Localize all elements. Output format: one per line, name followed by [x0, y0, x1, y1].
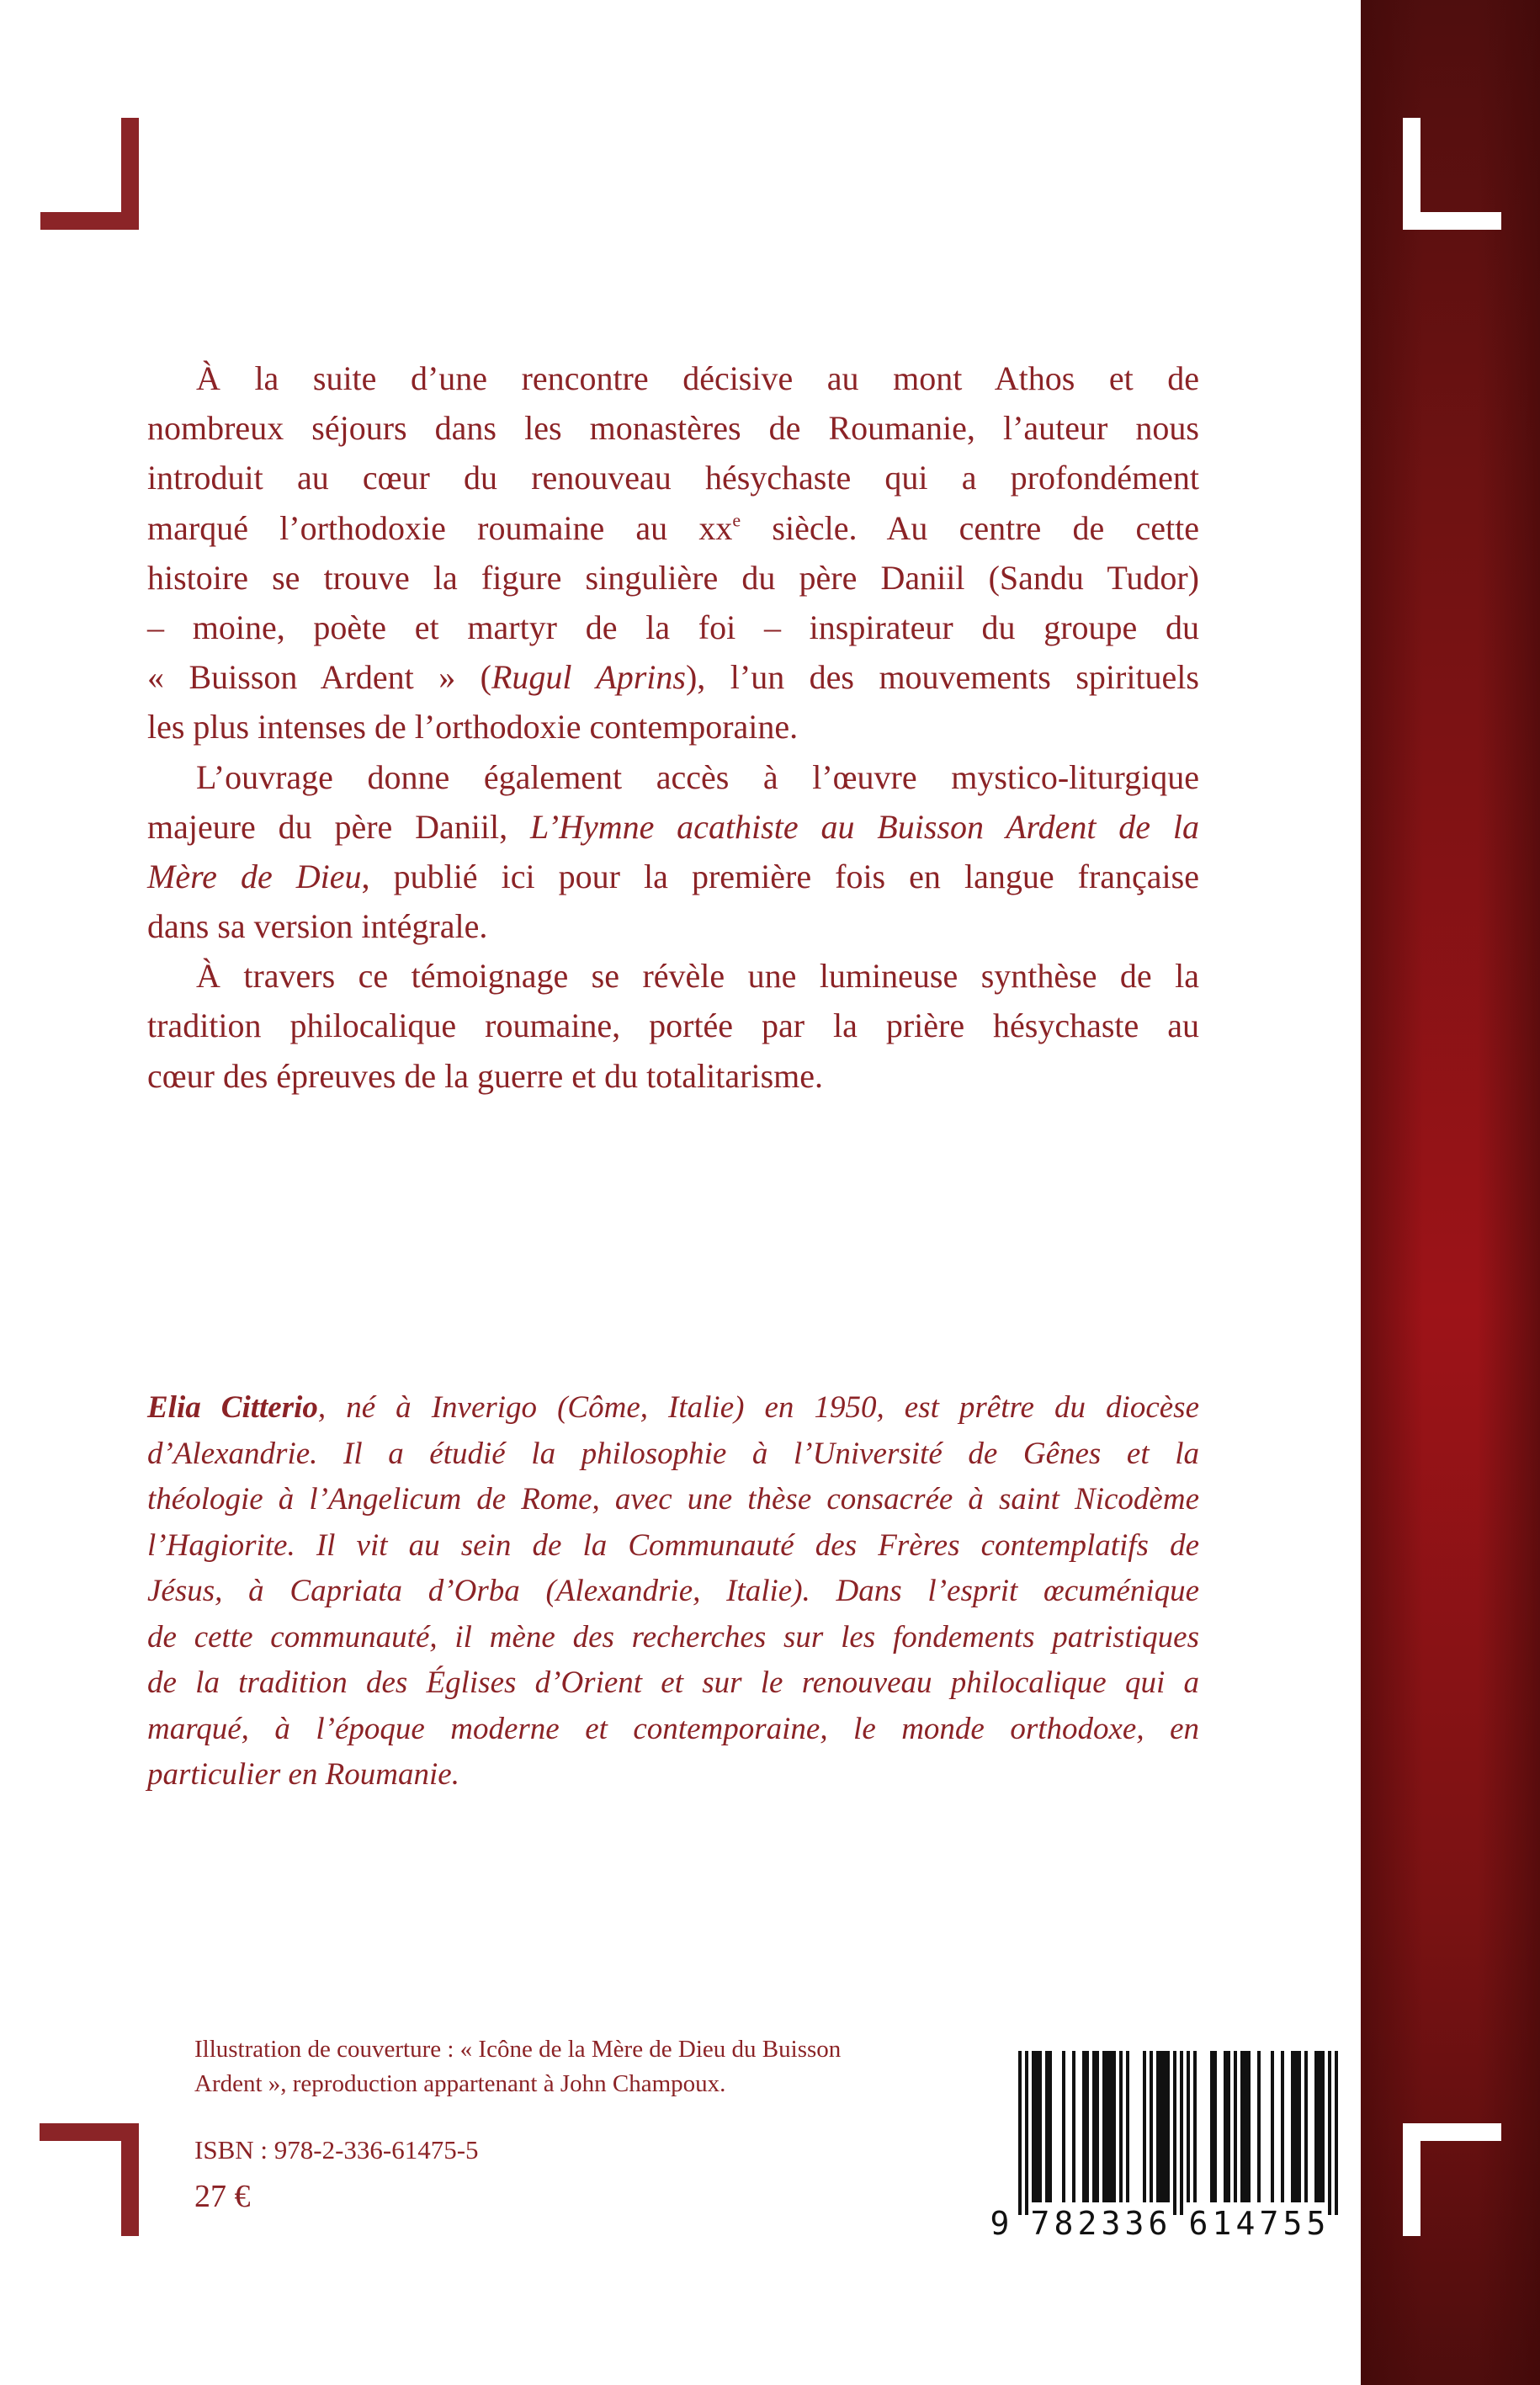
barcode-bar: [1210, 2051, 1213, 2202]
barcode-bar: [1173, 2051, 1176, 2215]
text-line: [147, 1001, 1199, 1050]
barcode-digit: 4: [1235, 2205, 1256, 2242]
barcode-bar: [1281, 2051, 1284, 2202]
isbn: ISBN : 978-2-336-61475-5: [194, 2135, 479, 2165]
text-segment: de cette communauté, il mène des recherches sur les fondements patristiques: [147, 1619, 1199, 1655]
barcode-bar: [1187, 2051, 1190, 2202]
barcode-bar: [1126, 2051, 1129, 2202]
barcode-bar: [1035, 2051, 1038, 2202]
barcode-bar: [1298, 2051, 1301, 2202]
text-segment: ), l’un des mouvements spirituels: [685, 658, 1199, 697]
paragraph: [147, 951, 1199, 1101]
text-segment: théologie à l’Angelicum de Rome, avec une thèse consacrée à saint Nicodème: [147, 1482, 1199, 1517]
barcode-bar: [1096, 2051, 1099, 2202]
barcode-bar: [1294, 2051, 1298, 2202]
price: 27 €: [194, 2179, 251, 2214]
barcode-digit: 9: [990, 2205, 1010, 2242]
barcode-bar: [1062, 2051, 1065, 2202]
text-line: [147, 1523, 1199, 1570]
text-segment: tradition philocalique roumaine, portée par la prière hésychaste au: [147, 1007, 1199, 1045]
barcode-bar: [1227, 2051, 1230, 2202]
text-line: [147, 1385, 1199, 1432]
barcode-bar: [1257, 2051, 1261, 2202]
barcode-bar: [1271, 2051, 1274, 2202]
credit-line: Ardent », reproduction appartenant à John Champoux.: [194, 2070, 726, 2097]
barcode-bar: [1304, 2051, 1308, 2202]
barcode-bar: [1291, 2051, 1294, 2202]
text-line: [147, 403, 1199, 453]
text-segment: À la suite d’une rencontre décisive au mont Athos et de: [196, 359, 1199, 397]
text-segment: , né à Inverigo (Côme, Italie) en 1950, est prêtre du diocèse: [317, 1390, 1199, 1425]
credit-line: Illustration de couverture : « Icône de la Mère de Dieu du Buisson: [194, 2036, 842, 2063]
barcode-bar: [1166, 2051, 1170, 2202]
text-line: [147, 951, 1199, 1001]
barcode-bar: [1244, 2051, 1247, 2202]
barcode-digit: 1: [1212, 2205, 1232, 2242]
barcode-digit: 6: [1188, 2205, 1208, 2242]
text-line: [147, 702, 1199, 752]
barcode-digit: 5: [1306, 2205, 1326, 2242]
barcode-bar: [1032, 2051, 1035, 2202]
text-line: [147, 752, 1199, 802]
barcode-bar: [1072, 2051, 1075, 2202]
text-segment: L’ouvrage donne également accès à l’œuvre mystico-liturgique: [196, 757, 1199, 796]
barcode-bar: [1318, 2051, 1321, 2202]
text-segment: À travers ce témoignage se révèle une lumineuse synthèse de la: [196, 957, 1199, 996]
text-segment: cœur des épreuves de la guerre et du totalitarisme.: [147, 1056, 824, 1095]
text-segment: les plus intenses de l’orthodoxie contemporaine.: [147, 708, 799, 746]
text-line: [147, 553, 1199, 603]
text-line: [147, 603, 1199, 652]
barcode-bar: [1180, 2051, 1183, 2215]
text-segment: , publié ici pour la première fois en langue française: [361, 857, 1199, 895]
barcode-bar: [1049, 2051, 1052, 2202]
text-segment: particulier en Roumanie.: [147, 1757, 459, 1792]
author-name: Elia Citterio: [147, 1390, 318, 1425]
barcode-bar: [1109, 2051, 1113, 2202]
isbn-barcode: [985, 2041, 1346, 2243]
barcode-bar: [1314, 2051, 1318, 2202]
text-segment: siècle. Au centre de cette: [741, 508, 1200, 547]
text-line: [147, 1477, 1199, 1523]
barcode-bar: [1240, 2051, 1244, 2202]
text-segment: Jésus, à Capriata d’Orba (Alexandrie, Italie). Dans l’esprit œcuménique: [147, 1574, 1199, 1608]
text-line: [147, 1615, 1199, 1661]
barcode-bar: [1224, 2051, 1227, 2202]
barcode-bar: [1234, 2051, 1237, 2202]
text-segment: introduit au cœur du renouveau hésychaste qui a profondément: [147, 459, 1199, 497]
barcode-bar: [1092, 2051, 1096, 2202]
barcode-bar: [1335, 2051, 1338, 2215]
barcode-bar: [1106, 2051, 1109, 2202]
text-segment: e: [732, 509, 741, 531]
barcode-digit: 7: [1259, 2205, 1279, 2242]
barcode-bar: [1025, 2051, 1028, 2215]
barcode-digit: 8: [1054, 2205, 1074, 2242]
text-line: [147, 453, 1199, 502]
barcode-bar: [1160, 2051, 1163, 2202]
text-segment: l’Hagiorite. Il vit au sein de la Communauté des Frères contemplatifs de: [147, 1527, 1199, 1563]
barcode-digit: 3: [1124, 2205, 1144, 2242]
barcode-digit: 7: [1030, 2205, 1050, 2242]
barcode-bar: [1321, 2051, 1325, 2202]
text-line: [147, 802, 1199, 852]
barcode-digit: 6: [1148, 2205, 1168, 2242]
cover-illustration-credit: [194, 2032, 841, 2101]
paragraph: [147, 752, 1199, 952]
text-line: [147, 1051, 1199, 1101]
barcode-bar: [1247, 2051, 1251, 2202]
text-segment: d’Alexandrie. Il a étudié la philosophie à l’Université de Gênes et la: [147, 1436, 1199, 1471]
italic-title: Rugul Aprins: [491, 658, 686, 697]
barcode-bar: [1156, 2051, 1160, 2202]
text-line: [147, 901, 1199, 951]
barcode-bar: [1102, 2051, 1106, 2202]
text-line: [147, 1660, 1199, 1707]
barcode-bar: [1213, 2051, 1217, 2202]
text-line: [147, 1432, 1199, 1478]
barcode-bar: [1328, 2051, 1331, 2215]
text-segment: nombreux séjours dans les monastères de Roumanie, l’auteur nous: [147, 409, 1199, 448]
italic-title: L’Hymne acathiste au Buisson Ardent de la: [529, 807, 1200, 846]
text-segment: histoire se trouve la figure singulière du père Daniil (Sandu Tudor): [147, 558, 1199, 597]
book-spine: [1361, 0, 1540, 2385]
barcode-digit: 3: [1101, 2205, 1121, 2242]
barcode-bar: [1163, 2051, 1166, 2202]
text-segment: dans sa version intégrale.: [147, 907, 488, 946]
barcode-bar: [1018, 2051, 1022, 2215]
barcode-bar: [1113, 2051, 1116, 2202]
text-line: [147, 652, 1199, 702]
barcode-digit: 5: [1282, 2205, 1303, 2242]
text-segment: « Buisson Ardent » (: [147, 658, 491, 697]
text-line: [147, 1569, 1199, 1615]
barcode-bar: [1082, 2051, 1086, 2202]
barcode-bar: [1045, 2051, 1049, 2202]
book-description: [147, 353, 1199, 1101]
text-segment: marqué, à l’époque moderne et contemporaine, le monde orthodoxe, en: [147, 1711, 1199, 1746]
text-line: [147, 1707, 1199, 1753]
barcode-digit: 2: [1077, 2205, 1097, 2242]
text-segment: majeure du père Daniil,: [147, 807, 530, 846]
paragraph: [147, 353, 1199, 752]
text-segment: – moine, poète et martyr de la foi – inspirateur du groupe du: [147, 608, 1199, 646]
text-line: [147, 353, 1199, 403]
text-line: [147, 1752, 1199, 1798]
barcode-bar: [1143, 2051, 1146, 2202]
text-line: [147, 503, 1199, 553]
barcode-bar: [1119, 2051, 1123, 2202]
barcode-bar: [1038, 2051, 1042, 2202]
text-segment: marqué l’orthodoxie roumaine au xx: [147, 508, 733, 547]
barcode-bar: [1086, 2051, 1089, 2202]
barcode-bar: [1193, 2051, 1197, 2202]
text-segment: de la tradition des Églises d’Orient et sur le renouveau philocalique qui a: [147, 1665, 1199, 1700]
barcode-bar: [1150, 2051, 1153, 2202]
text-line: [147, 852, 1199, 901]
author-biography: [147, 1385, 1199, 1798]
italic-title: Mère de Dieu: [147, 857, 362, 895]
